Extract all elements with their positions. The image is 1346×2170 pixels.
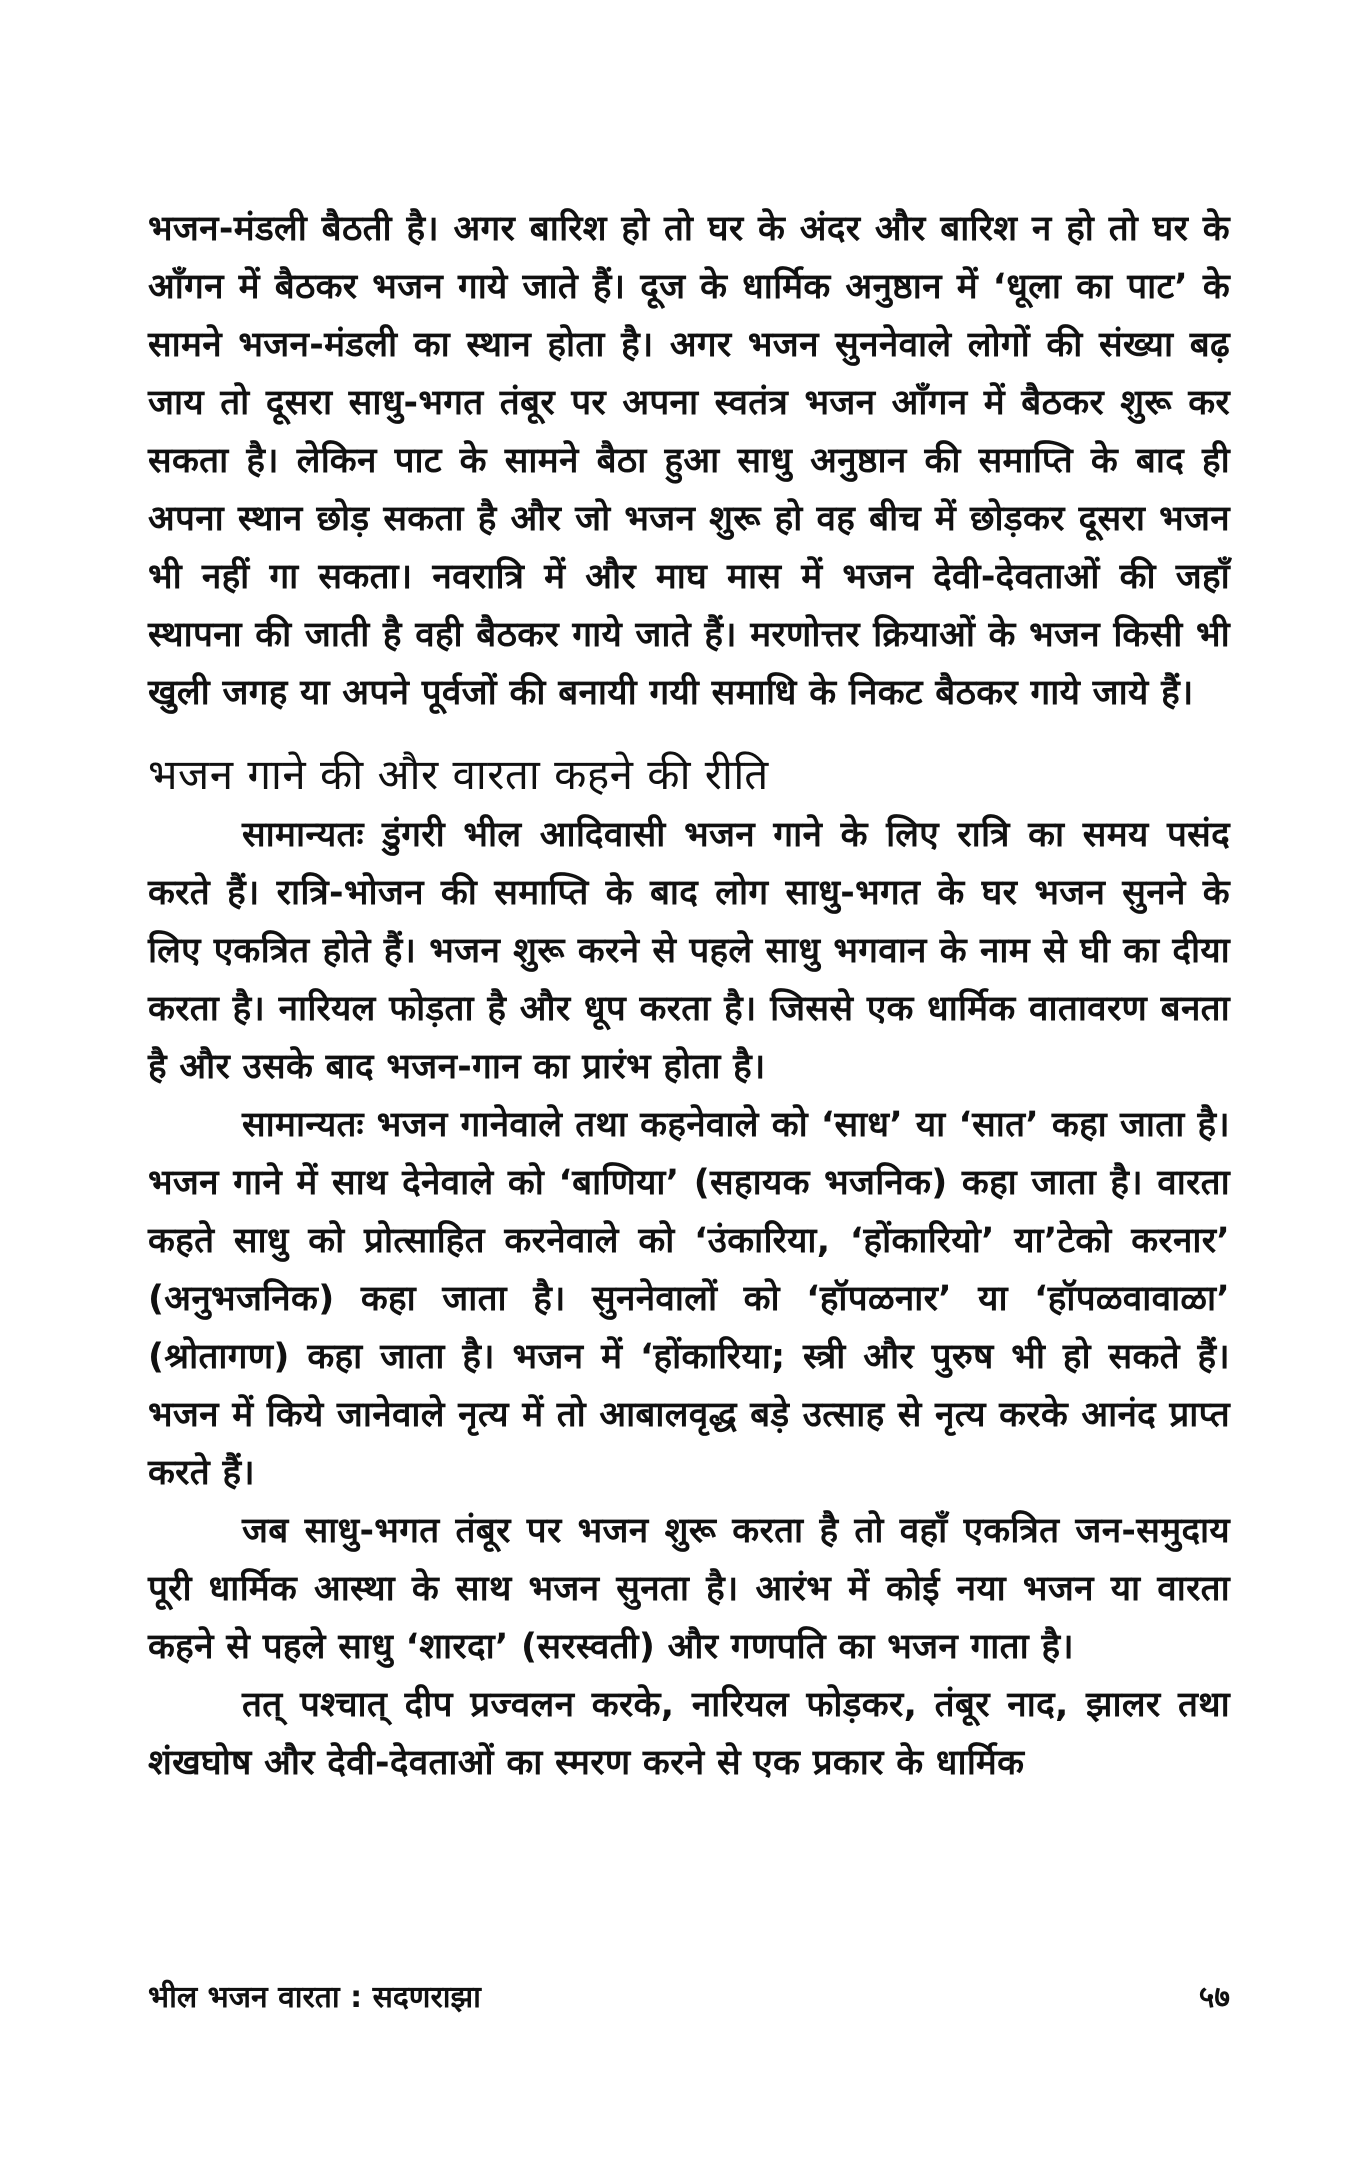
footer-book-title: भील भजन वारता : सदणराझा (148, 1980, 481, 2015)
page-body (148, 200, 1230, 1792)
paragraph-3: जब साधु-भगत तंबूर पर भजन शुरू करता है तो वहाँ एकत्रित जन-समुदाय पूरी धार्मिक आस्था के साथ भजन सुनता है। आरंभ में कोई नया भजन या वारता कहने से पहले साधु ‘शारदा’ (सरस्वती) और गणपति का भजन गाता है। (148, 1511, 1230, 1667)
paragraph-1: सामान्यतः डुंगरी भील आदिवासी भजन गाने के लिए रात्रि का समय पसंद करते हैं। रात्रि-भोजन की समाप्ति के बाद लोग साधु-भगत के घर भजन सुनने के लिए एकत्रित होते हैं। भजन शुरू करने से पहले साधु भगवान के नाम से घी का दीया करता है। नारियल फोड़ता है और धूप करता है। जिससे एक धार्मिक वातावरण बनता है और उसके बाद भजन-गान का प्रारंभ होता है। (148, 815, 1230, 1087)
page-footer (148, 1975, 1230, 2025)
section-heading: भजन गाने की और वारता कहने की रीति (148, 750, 769, 799)
paragraph-4: तत् पश्चात् दीप प्रज्वलन करके, नारियल फोड़कर, तंबूर नाद, झालर तथा शंखघोष और देवी-देवताओं का स्मरण करने से एक प्रकार के धार्मिक (148, 1685, 1230, 1783)
paragraph-2: सामान्यतः भजन गानेवाले तथा कहनेवाले को ‘साध’ या ‘सात’ कहा जाता है। भजन गाने में साथ देनेवाले को ‘बाणिया’ (सहायक भजनिक) कहा जाता है। वारता कहते साधु को प्रोत्साहित करनेवाले को ‘उंकारिया, ‘होंकारियो’ या’टेको करनार’ (अनुभजनिक) कहा जाता है। सुननेवालों को ‘हॉपळनार’ या ‘हॉपळवावाळा’ (श्रोतागण) कहा जाता है। भजन में ‘होंकारिया; स्त्री और पुरुष भी हो सकते हैं। भजन में किये जानेवाले नृत्य में तो आबालवृद्ध बड़े उत्साह से नृत्य करके आनंद प्राप्त करते हैं। (148, 1105, 1230, 1493)
paragraph-continued: भजन-मंडली बैठती है। अगर बारिश हो तो घर के अंदर और बारिश न हो तो घर के आँगन में बैठकर भजन गाये जाते हैं। दूज के धार्मिक अनुष्ठान में ‘धूला का पाट’ के सामने भजन-मंडली का स्थान होता है। अगर भजन सुननेवाले लोगों की संख्या बढ़ जाय तो दूसरा साधु-भगत तंबूर पर अपना स्वतंत्र भजन आँगन में बैठकर शुरू कर सकता है। लेकिन पाट के सामने बैठा हुआ साधु अनुष्ठान की समाप्ति के बाद ही अपना स्थान छोड़ सकता है और जो भजन शुरू हो वह बीच में छोड़कर दूसरा भजन भी नहीं गा सकता। नवरात्रि में और माघ मास में भजन देवी-देवताओं की जहाँ स्थापना की जाती है वही बैठकर गाये जाते हैं। मरणोत्तर क्रियाओं के भजन किसी भी खुली जगह या अपने पूर्वजों की बनायी गयी समाधि के निकट बैठकर गाये जाये हैं। (148, 209, 1230, 713)
page-number: ५७ (1198, 1980, 1230, 2015)
